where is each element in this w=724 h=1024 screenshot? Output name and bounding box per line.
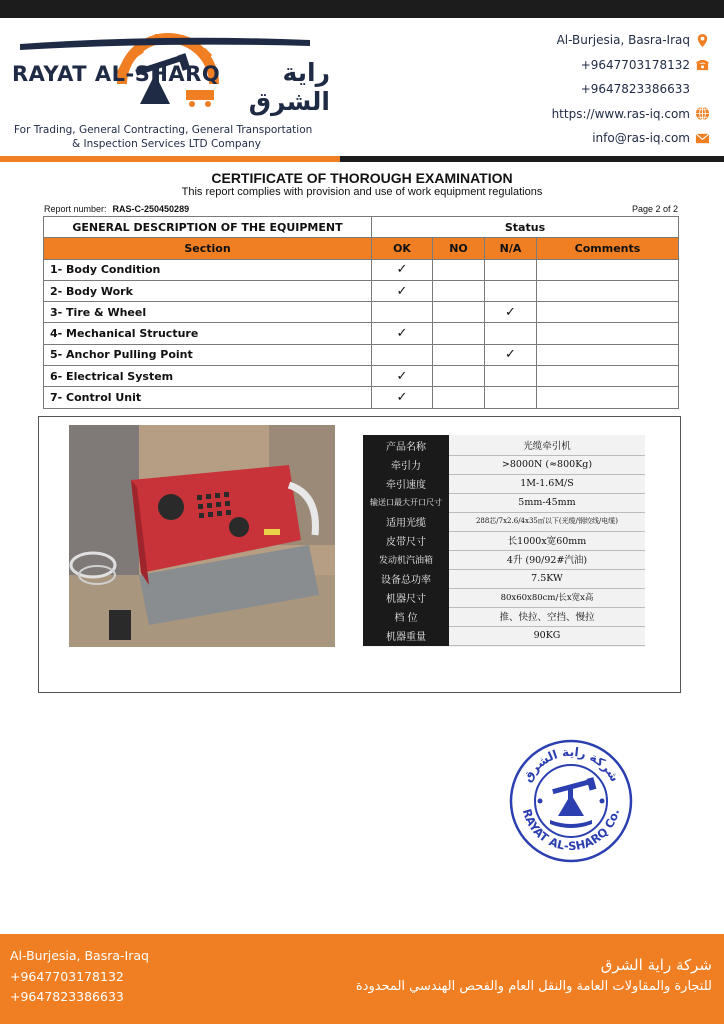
table-row (44, 387, 679, 408)
table-row (44, 259, 679, 280)
header-divider-orange (0, 156, 340, 162)
row-section: 2- Body Work (44, 280, 372, 301)
row-ok (372, 302, 433, 323)
table-header-row (44, 217, 679, 238)
row-no (433, 387, 485, 408)
spec-plate (363, 435, 645, 647)
row-no (433, 280, 485, 301)
spec-row: 牵引速度 1M-1.6M/S (363, 473, 645, 494)
row-no (433, 302, 485, 323)
report-number-label: Report number: (44, 204, 107, 214)
envelope-icon (695, 131, 710, 146)
row-section: 1- Body Condition (44, 259, 372, 280)
row-ok (372, 344, 433, 365)
location-pin-icon (695, 33, 710, 48)
col-section: Section (44, 238, 372, 259)
spec-row: 牵引力 >8000N (≈800Kg) (363, 454, 645, 475)
contact-address: Al-Burjesia, Basra-Iraq (510, 28, 710, 53)
row-no (433, 344, 485, 365)
status-header: Status (372, 217, 679, 238)
col-ok: OK (372, 238, 433, 259)
report-number-line (44, 204, 189, 214)
row-na: ✓ (485, 344, 537, 365)
row-comments (537, 344, 679, 365)
contact-email[interactable]: info@ras-iq.com (510, 126, 710, 151)
row-comments (537, 280, 679, 301)
status-table (43, 216, 679, 409)
row-comments (537, 259, 679, 280)
equipment-photo (69, 425, 335, 647)
logo-text-en: RAYAT AL-SHARQ (12, 62, 221, 86)
table-row (44, 302, 679, 323)
spec-row: 产品名称 光缆牵引机 (363, 435, 645, 456)
row-section: 6- Electrical System (44, 366, 372, 387)
general-description-header: GENERAL DESCRIPTION OF THE EQUIPMENT (44, 217, 372, 238)
spec-row: 适用光缆 288芯/7x2.6/4x35㎡以下(光缆/钢绞线/电缆) (363, 511, 645, 532)
spec-row: 设备总功率 7.5KW (363, 568, 645, 589)
equipment-photo-box (38, 416, 681, 693)
row-ok: ✓ (372, 259, 433, 280)
globe-icon (695, 106, 710, 121)
row-ok: ✓ (372, 323, 433, 344)
header-contacts (510, 28, 710, 151)
spec-row: 输送口最大开口尺寸 5mm-45mm (363, 492, 645, 513)
table-row (44, 344, 679, 365)
svg-text:شركة راية الشرق: شركة راية الشرق (520, 744, 622, 785)
row-comments (537, 302, 679, 323)
table-row (44, 366, 679, 387)
row-na (485, 280, 537, 301)
row-no (433, 366, 485, 387)
contact-website[interactable]: https://www.ras-iq.com (510, 102, 710, 127)
spec-row: 机器尺寸 80x60x80cm/长x宽x高 (363, 587, 645, 608)
row-comments (537, 387, 679, 408)
footer-company-name: شركة راية الشرق (600, 956, 712, 974)
footer-company-arabic (356, 954, 712, 998)
svg-text:RAYAT AL-SHARQ Co.: RAYAT AL-SHARQ Co. (519, 807, 623, 854)
row-no (433, 323, 485, 344)
row-section: 4- Mechanical Structure (44, 323, 372, 344)
col-no: NO (433, 238, 485, 259)
footer-phone-1[interactable]: +9647703178132 (10, 968, 124, 984)
company-seal-stamp (508, 738, 634, 864)
col-comments: Comments (537, 238, 679, 259)
footer-address: Al-Burjesia, Basra-Iraq (10, 948, 149, 963)
report-number-value: RAS-C-250450289 (112, 204, 190, 214)
footer-company-description: للتجارة والمقاولات العامة والنقل العام والفحص الهندسي المحدودة (355, 979, 712, 994)
table-row (44, 280, 679, 301)
certificate-subtitle: This report complies with provision and use of work equipment regulations (181, 186, 543, 198)
footer-bar (0, 934, 724, 1024)
row-section: 7- Control Unit (44, 387, 372, 408)
header-divider-dark (340, 156, 724, 162)
company-logo (10, 24, 330, 154)
spec-row: 机器重量 90KG (363, 625, 645, 646)
logo-tagline-2: & Inspection Services LTD Company (72, 138, 261, 150)
row-comments (537, 323, 679, 344)
row-ok: ✓ (372, 366, 433, 387)
footer-phone-2[interactable]: +9647823386633 (10, 989, 124, 1004)
row-section: 3- Tire & Wheel (44, 302, 372, 323)
row-no (433, 259, 485, 280)
page-indicator: Page 2 of 2 (631, 204, 678, 214)
column-header-row (44, 238, 679, 259)
phone-icon (695, 57, 710, 72)
row-ok: ✓ (372, 280, 433, 301)
logo-tagline-1: For Trading, General Contracting, General Transportation (14, 124, 313, 136)
spec-row: 档 位 推、快拉、空挡、慢拉 (363, 606, 645, 627)
row-section: 5- Anchor Pulling Point (44, 344, 372, 365)
contact-phone-1[interactable]: +9647703178132 (510, 53, 710, 78)
certificate-title: CERTIFICATE OF THOROUGH EXAMINATION (211, 170, 513, 186)
row-comments (537, 366, 679, 387)
spec-row: 皮带尺寸 长1000x宽60mm (363, 530, 645, 551)
row-na (485, 366, 537, 387)
table-row (44, 323, 679, 344)
top-bar (0, 0, 724, 18)
cable-puller-machine-image (69, 425, 335, 647)
row-na (485, 323, 537, 344)
logo-text-ar: راية الشرق (248, 58, 330, 116)
row-na (485, 259, 537, 280)
row-na: ✓ (485, 302, 537, 323)
row-ok: ✓ (372, 387, 433, 408)
footer-contacts (10, 946, 149, 1008)
col-na: N/A (485, 238, 537, 259)
spec-row: 发动机汽油箱 4升 (90/92#汽油) (363, 549, 645, 570)
contact-phone-2[interactable]: +9647823386633 (580, 82, 690, 97)
row-na (485, 387, 537, 408)
